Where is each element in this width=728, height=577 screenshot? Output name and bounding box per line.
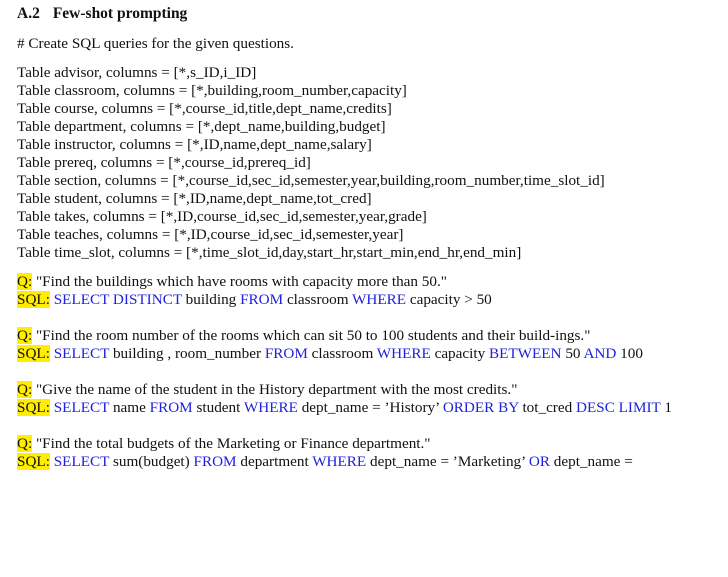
sql-text: capacity > 50 [406, 291, 492, 308]
table-schema-line: Table course, columns = [*,course_id,title,dept_name,credits] [17, 100, 392, 117]
example-block [17, 381, 712, 417]
table-schema-line: Table section, columns = [*,course_id,sec_id,semester,year,building,room_number,time_slot_id] [17, 172, 605, 189]
sql-keyword: SELECT [53, 345, 110, 362]
question-text: "Give the name of the student in the History department with the most credits." [32, 381, 518, 398]
section-number: A.2 [17, 5, 40, 22]
example-block [17, 435, 712, 471]
sql-keyword: ORDER BY [442, 399, 519, 416]
sql-text: sum(budget) [109, 453, 194, 470]
sql-line [17, 453, 712, 471]
sql-keyword: FROM [240, 291, 284, 308]
sql-text: dept_name = ’History’ [297, 399, 443, 416]
sql-keyword: WHERE [243, 399, 298, 416]
question-line [17, 327, 712, 345]
table-schema-line: Table takes, columns = [*,ID,course_id,sec_id,semester,year,grade] [17, 208, 427, 225]
sql-keyword: WHERE [376, 345, 431, 362]
table-schema-line: Table instructor, columns = [*,ID,name,dept_name,salary] [17, 136, 372, 153]
table-schema-line: Table prereq, columns = [*,course_id,prereq_id] [17, 154, 311, 171]
sql-keyword: SELECT [53, 453, 110, 470]
sql-keyword: DESC LIMIT [576, 399, 661, 416]
sql-line [17, 345, 712, 363]
sql-keyword: BETWEEN [488, 345, 562, 362]
sql-text: capacity [430, 345, 489, 362]
sql-text: dept_name = ’Marketing’ [366, 453, 529, 470]
table-schema-line: Table teaches, columns = [*,ID,course_id,sec_id,semester,year] [17, 226, 404, 243]
sql-keyword: FROM [264, 345, 308, 362]
question-line [17, 273, 712, 291]
question-line [17, 381, 712, 399]
question-label: Q: [17, 381, 33, 398]
sql-label: SQL: [17, 399, 50, 416]
sql-keyword: AND [583, 345, 617, 362]
sql-text: student [192, 399, 244, 416]
sql-keyword: OR [528, 453, 550, 470]
sql-text: dept_name = [549, 453, 633, 470]
sql-keyword: SELECT DISTINCT [53, 291, 182, 308]
sql-keyword: FROM [149, 399, 193, 416]
sql-keyword: SELECT [53, 399, 110, 416]
sql-keyword: WHERE [312, 453, 367, 470]
example-block [17, 327, 712, 363]
question-label: Q: [17, 435, 33, 452]
sql-text: building , room_number [109, 345, 265, 362]
sql-keyword: FROM [193, 453, 237, 470]
table-schema-line: Table time_slot, columns = [*,time_slot_id,day,start_hr,start_min,end_hr,end_min] [17, 244, 522, 261]
few-shot-examples [17, 273, 712, 471]
sql-line [17, 291, 712, 309]
prompt-comment: # Create SQL queries for the given questions. [17, 35, 294, 52]
example-block [17, 273, 712, 309]
sql-text: classroom [307, 345, 377, 362]
question-text: "Find the room number of the rooms which can sit 50 to 100 students and their build-ings." [32, 327, 591, 344]
table-schema-list [17, 64, 712, 262]
question-label: Q: [17, 273, 33, 290]
table-schema-line: Table department, columns = [*,dept_name,building,budget] [17, 118, 386, 135]
section-heading [17, 4, 712, 24]
question-line [17, 435, 712, 453]
sql-text: 1 [660, 399, 672, 416]
question-text: "Find the buildings which have rooms with capacity more than 50." [32, 273, 447, 290]
question-label: Q: [17, 327, 33, 344]
sql-text: department [236, 453, 313, 470]
sql-text: name [109, 399, 150, 416]
sql-text: classroom [283, 291, 353, 308]
table-schema-line: Table classroom, columns = [*,building,room_number,capacity] [17, 82, 407, 99]
sql-text: 100 [616, 345, 643, 362]
section-title: Few-shot prompting [52, 5, 188, 22]
sql-text: building [181, 291, 241, 308]
table-schema-line: Table advisor, columns = [*,s_ID,i_ID] [17, 64, 257, 81]
sql-keyword: WHERE [352, 291, 407, 308]
sql-text: tot_cred [518, 399, 576, 416]
sql-label: SQL: [17, 291, 50, 308]
sql-label: SQL: [17, 453, 50, 470]
sql-text: 50 [561, 345, 584, 362]
sql-line [17, 399, 712, 417]
table-schema-line: Table student, columns = [*,ID,name,dept_name,tot_cred] [17, 190, 372, 207]
sql-label: SQL: [17, 345, 50, 362]
question-text: "Find the total budgets of the Marketing or Finance department." [32, 435, 431, 452]
